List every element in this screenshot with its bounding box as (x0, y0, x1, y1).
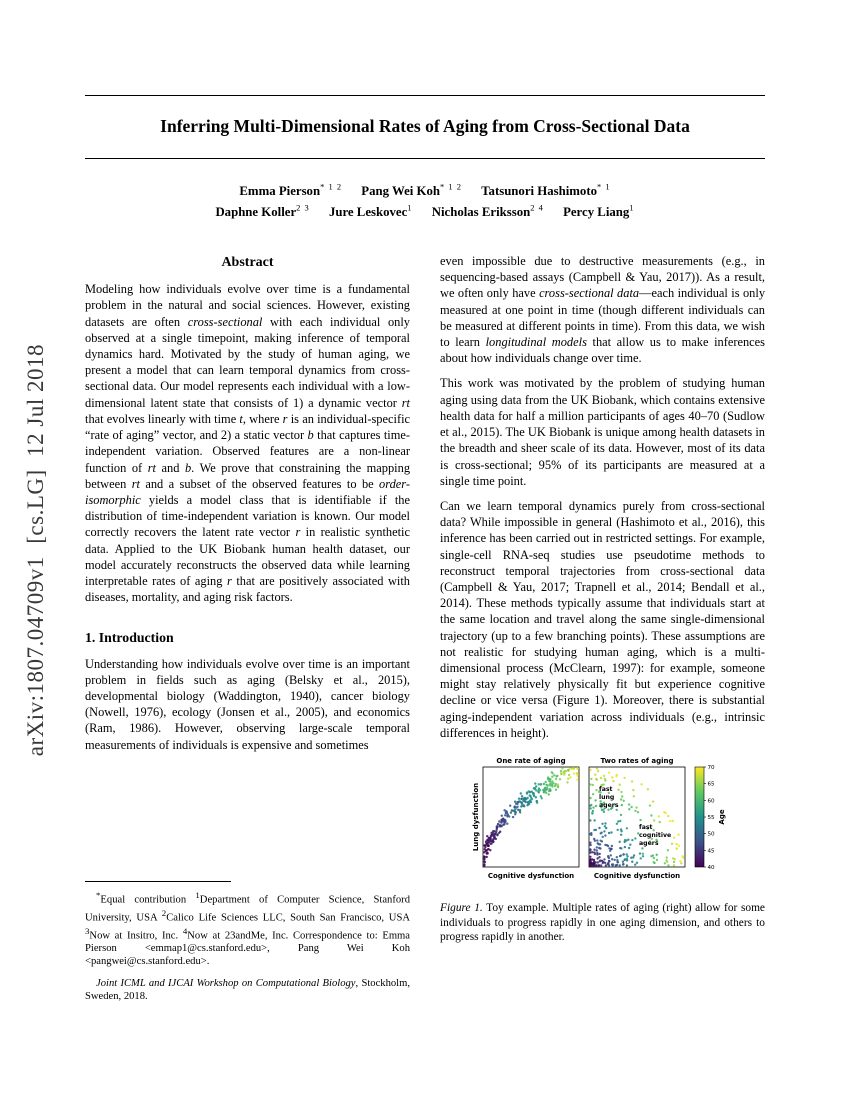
author-superscript: 1 (629, 202, 635, 213)
colorbar-label: Age (717, 809, 726, 825)
author (481, 181, 611, 199)
author-name: Pang Wei Koh (361, 184, 440, 199)
annotation-fast-lung-agers: lung (598, 793, 614, 801)
arxiv-watermark: arXiv:1807.04709v1 [cs.LG] 12 Jul 2018 (23, 343, 48, 757)
left-column (85, 253, 410, 1011)
svg-text:60: 60 (707, 798, 715, 805)
author-name: Tatsunori Hashimoto (481, 184, 597, 199)
author-line-2 (85, 202, 765, 223)
author (361, 181, 462, 199)
author (239, 181, 343, 199)
author-line-1 (85, 181, 765, 202)
author-name: Percy Liang (563, 205, 630, 220)
svg-text:70: 70 (707, 764, 715, 771)
author-superscript: 2 3 (296, 202, 310, 213)
paper-title: Inferring Multi-Dimensional Rates of Aging from Cross-Sectional Data (160, 116, 690, 136)
author-superscript: 1 (407, 202, 413, 213)
author (563, 202, 635, 220)
introduction-heading: 1. Introduction (85, 630, 174, 646)
svg-text:55: 55 (707, 814, 715, 821)
right-column (440, 253, 765, 1011)
author-superscript: * 1 (596, 181, 611, 192)
panel2-x-axis-label: Cognitive dysfunction (593, 871, 680, 880)
figure-1 (440, 753, 765, 945)
panel1-x-axis-label: Cognitive dysfunction (487, 871, 574, 880)
svg-text:65: 65 (707, 781, 715, 788)
abstract-heading: Abstract (221, 255, 274, 271)
introduction-paragraph: Understanding how individuals evolve over time is an important problem in fields such as aging (Belsky et al., 2015), developmental biology (Waddington, 1940), cancer biology (Nowell, 1976), ecology (Jonsen et al., 2005), and economics (Ram, 1986). However, observing large-scale temporal measurements of individuals is expensive and sometimes (85, 656, 410, 752)
figure1-chart (453, 753, 753, 885)
figure1-caption-label: Figure 1. (440, 901, 483, 914)
author-superscript: * 1 2 (320, 181, 343, 192)
svg-text:40: 40 (707, 864, 715, 871)
author-name: Daphne Koller (215, 205, 297, 220)
figure1-caption (440, 901, 765, 945)
footnote-affiliations: *Equal contribution $^1$Department of Computer Science, Stanford University, USA $^2$Calico Life Sciences LLC, South San Francisco, USA $^3$Now at Insitro, Inc. $^4$Now at 23andMe, Inc. Correspondence to: Emma Pierson <emmap1@cs.stanford.edu>, Pang Wei Koh <pangwei@cs.stanford.edu>. (85, 890, 411, 968)
panel1-frame (483, 767, 579, 867)
body-paragraph-2: This work was motivated by the problem of studying human aging using data from the UK Biobank, which contains extensive health data for half a million participants of ages 40–70 (Sudlow et al., 2015). The UK Biobank is unique among health datasets in the breadth and sheer scale of its data. However, most of its data is cross-sectional; 95% of its participants are measured at a single time point. (440, 376, 765, 488)
annotation-fast-cognitive-agers: fast (638, 823, 653, 831)
author-name: Nicholas Eriksson (431, 205, 531, 220)
title-rule-bottom (85, 158, 765, 159)
footnote-divider (85, 881, 231, 882)
author-name: Jure Leskovec (328, 205, 408, 220)
title-rule-top (85, 95, 765, 96)
author-superscript: 2 4 (530, 202, 544, 213)
author (431, 202, 544, 220)
body-paragraph-1: even impossible due to destructive measurements (e.g., in sequencing-based assays (Campbell & Yau, 2017)). As a result, we often only have cross-sectional data—each individual is only measured at one point in time (though different individuals can be measured at different points in time). From this data, we wish to learn longitudinal models that allow us to make inferences about how individuals change over time. (440, 254, 766, 366)
annotation-fast-cognitive-agers: agers (638, 839, 659, 847)
author-superscript: * 1 2 (439, 181, 462, 192)
arxiv-watermark-rail (14, 0, 58, 1100)
annotation-fast-lung-agers: fast (598, 785, 613, 793)
annotation-fast-lung-agers: agers (598, 801, 619, 809)
figure1-caption-text: Toy example. Multiple rates of aging (right) allow for some individuals to progress rapidly in one aging dimension, and others to progress rapidly in another. (440, 901, 765, 944)
panel1-y-axis-label: Lung dysfunction (471, 782, 480, 852)
two-column-body (85, 253, 765, 1011)
colorbar (695, 765, 715, 871)
panel2-title: Two rates of aging (599, 756, 674, 765)
abstract-text: Modeling how individuals evolve over time is a fundamental problem in the natural and social sciences. However, existing datasets are often cross-sectional with each individual only observed at a single timepoint, making inference of temporal dynamics hard. Motivated by the study of human aging, we present a model that can learn temporal dynamics from cross-sectional data. Our model represents each individual with a low-dimensional latent state that consists of 1) a dynamic vector rt that evolves linearly with time t, where r is an individual-specific “rate of aging” vector, and 2) a static vector b that captures time-independent variation. Observed features are a non-linear function of rt and b. We prove that constraining the mapping between rt and a subset of the observed features to be order-isomorphic yields a model class that is identifiable if the distribution of time-independent variation is known. Our model correctly recovers the latent rate vector r in realistic synthetic data. Applied to the UK Biobank human health dataset, our model accurately reconstructs the observed data while learning interpretable rates of aging r that are positively associated with diseases, mortality, and aging risk factors. (85, 282, 411, 605)
author (215, 202, 310, 220)
footnote-venue: Joint ICML and IJCAI Workshop on Computational Biology, Stockholm, Sweden, 2018. (85, 977, 410, 1002)
svg-text:45: 45 (707, 848, 715, 855)
svg-text:50: 50 (707, 831, 715, 838)
panel2-frame (589, 767, 685, 867)
body-paragraph-3: Can we learn temporal dynamics purely from cross-sectional data? While impossible in general (Hashimoto et al., 2016), this inference has been carried out in restricted settings. For example, single-cell RNA-seq studies use pseudotime methods to reconstruct temporal trajectories from cross-sectional data (Campbell & Yau, 2017; Trapnell et al., 2014; Bendall et al., 2014). These methods typically assume that individuals start at the same location and travel along the same single-dimensional trajectory (up to a few branching points). These assumptions are not realistic for studying human aging, which is a multi-dimensional process (McClearn, 1997): for example, someone might stay relatively physically fit but experience cognitive decline or vice versa (Figure 1). Moreover, there is substantial aging-independent variation across individuals (e.g., intrinsic differences in height). (440, 498, 765, 740)
author-name: Emma Pierson (239, 184, 321, 199)
authors-block (85, 181, 765, 223)
author (328, 202, 413, 220)
panel1-title: One rate of aging (495, 756, 566, 765)
annotation-fast-cognitive-agers: cognitive (638, 831, 671, 839)
footnote-block (85, 881, 410, 1011)
